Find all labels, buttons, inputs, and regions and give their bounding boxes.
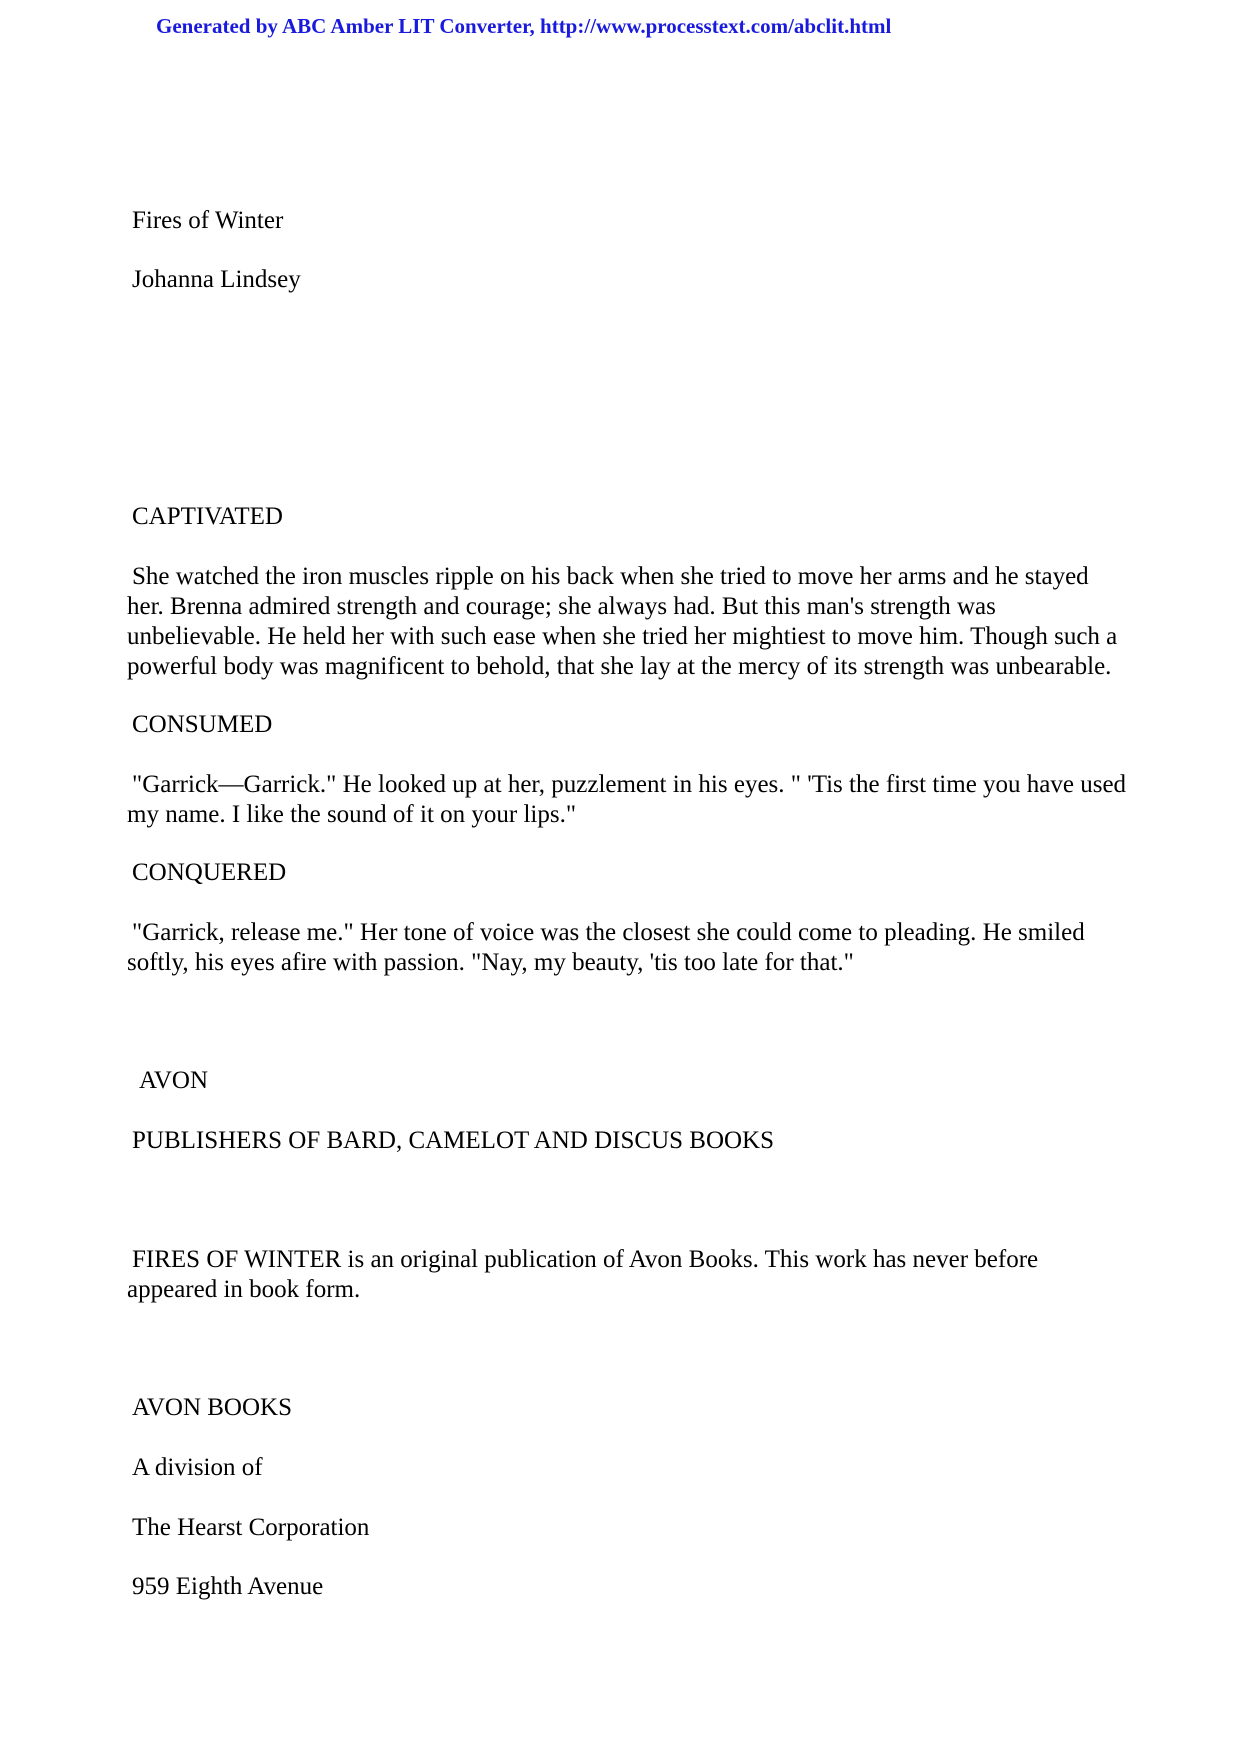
converter-header: Generated by ABC Amber LIT Converter, http://www.processtext.com/abclit.html bbox=[156, 14, 892, 38]
address-parent: The Hearst Corporation bbox=[132, 1514, 370, 1541]
address-division: A division of bbox=[132, 1454, 263, 1481]
book-author: Johanna Lindsey bbox=[132, 266, 301, 293]
blurb-heading-conquered: CONQUERED bbox=[132, 859, 287, 886]
blurb-heading-consumed: CONSUMED bbox=[132, 711, 273, 738]
blurb-heading-captivated: CAPTIVATED bbox=[132, 503, 283, 530]
publication-notice: FIRES OF WINTER is an original publication of Avon Books. This work has never before appeared in book form. bbox=[127, 1246, 1039, 1303]
blurb-text-conquered: "Garrick, release me." Her tone of voice was the closest she could come to pleading. He smiled softly, his eyes afire with passion. "Nay, my beauty, 'tis too late for that." bbox=[127, 919, 1085, 976]
address-street: 959 Eighth Avenue bbox=[132, 1573, 324, 1600]
address-company: AVON BOOKS bbox=[132, 1394, 292, 1421]
book-title: Fires of Winter bbox=[132, 207, 284, 234]
publisher-tagline: PUBLISHERS OF BARD, CAMELOT AND DISCUS BOOKS bbox=[132, 1127, 775, 1154]
publisher-name: AVON bbox=[139, 1067, 208, 1094]
blurb-text-captivated: She watched the iron muscles ripple on his back when she tried to move her arms and he stayed her. Brenna admired strength and courage; she always had. But this man's strength was unbelievable. He held her with such ease when she tried her mightiest to move him. Though such a powerful body was magnificent to behold, that she lay at the mercy of its strength was unbearable. bbox=[127, 563, 1118, 680]
blurb-text-consumed: "Garrick—Garrick." He looked up at her, puzzlement in his eyes. " 'Tis the first time you have used my name. I like the sound of it on your lips." bbox=[127, 771, 1127, 828]
